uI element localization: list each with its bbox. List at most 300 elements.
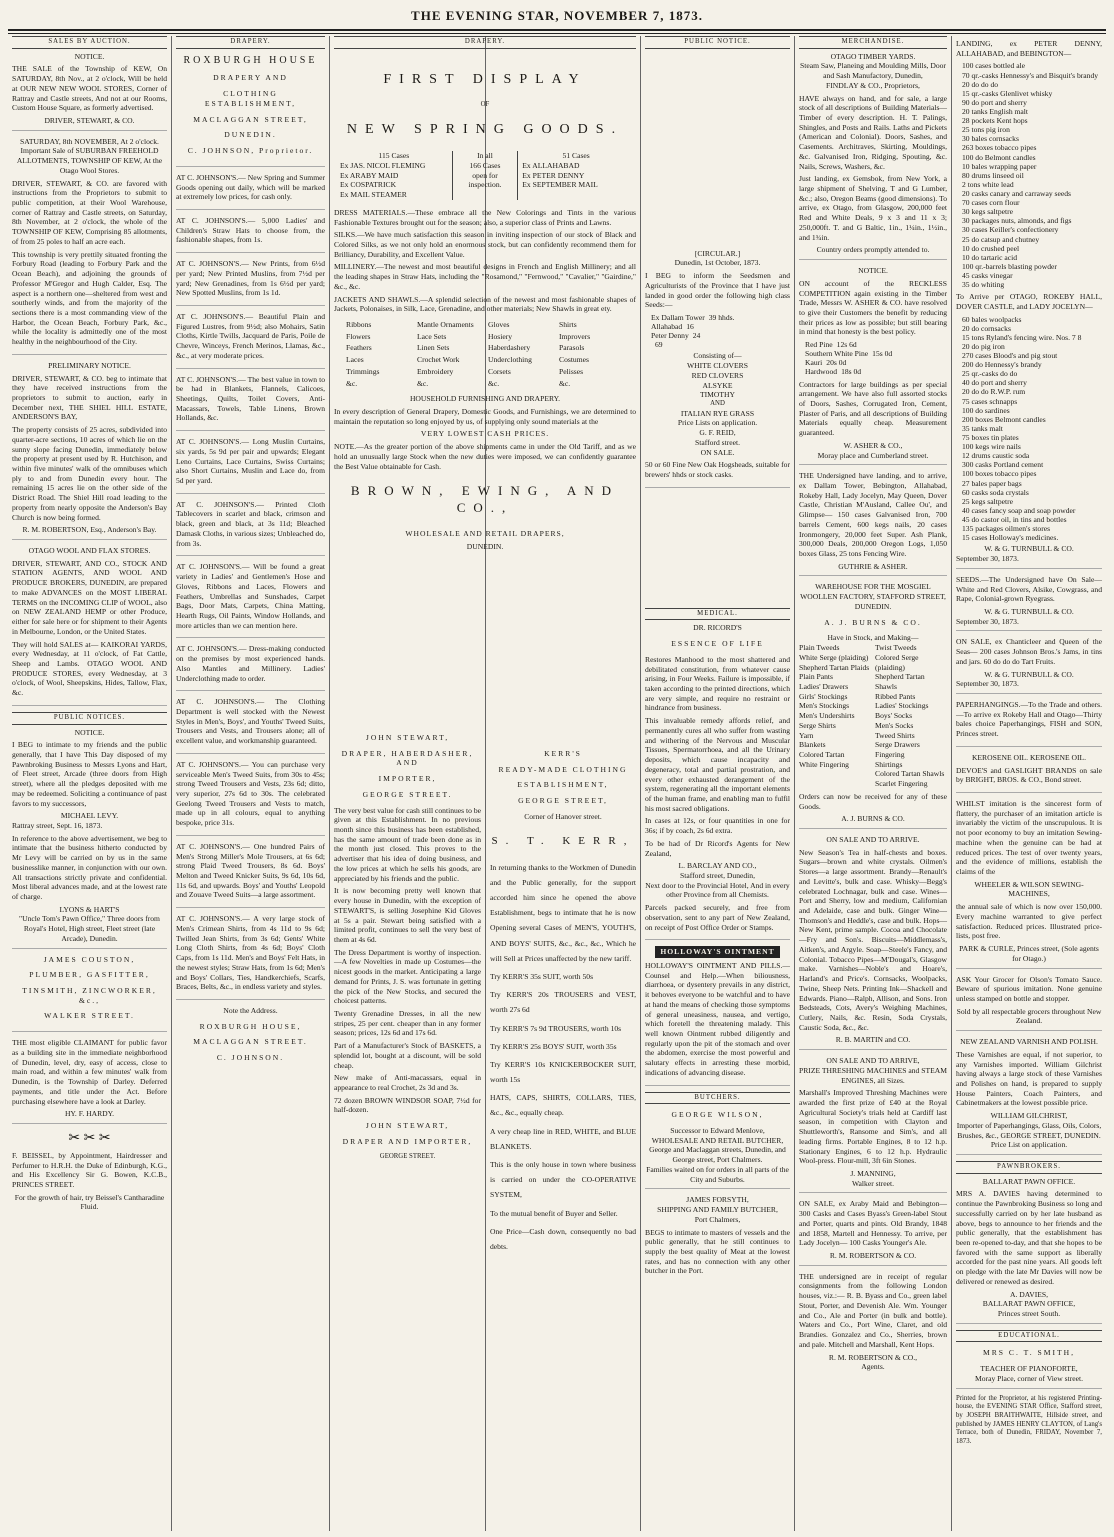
advert-signature: MICHAEL LEVY. — [60, 811, 119, 821]
masthead: THE EVENING STAR, NOVEMBER 7, 1873. — [411, 8, 703, 23]
advert-paragraph: JACKETS AND SHAWLS.—A splendid selection of the newest and most fashionable shapes of Jackets, Polonaises, in Silk, Lace, Grenadine, and other materials; New Shawls in great ety. — [334, 294, 636, 314]
advert — [956, 700, 1102, 747]
advert-signature: G. F. REID, — [699, 428, 736, 438]
advert-paragraph: SILKS.—We have much satisfaction this season in inviting inspection of our stock of Black and Colored Silks, as we not only hold an enormous stock, but can confidently recommend them for Brilliancy, Durability, and Excellent Value. — [334, 230, 636, 259]
advert-signature: J. MANNING, — [850, 1169, 896, 1178]
advert-body: AT C. JOHNSON'S.— One hundred Pairs of Men's Strong Miller's Mole Trousers, at 6s 6d; strong Plaid Tweed Trousers, 8s 6d. Boys' Melton and Tweed Knicker Suits, 9s 6d, 10s 6d, 11s 6d, and upwards. Boys' and Youths' Leopold and Zouave Tweed Suits—a large assortment. — [176, 841, 325, 900]
advert — [176, 644, 325, 691]
advert-body: In reference to the above advertisement, we beg to intimate that the business hitherto conducted by Mr Levy will be carried on by us in the same businesslike manner, in conjunction with our own. All transactions strictly private and confidential. Most liberal advances made, and at the lowest rate of charge. — [12, 833, 167, 901]
price-line: Try KERR'S 35s SUIT, worth 50s — [490, 971, 594, 981]
advert-line: PRIZE THRESHING MACHINES and STEAM ENGINES, all Sizes. — [799, 1065, 947, 1085]
advert-body: AT C. JOHNSON'S.— The Clothing Department is well stocked with the Newest Styles in Men's, Boys', and Youths' Tweed Suits, Trousers and Vests, and Trousers alone; all of excellent value, and workmanship guaranteed. — [176, 697, 325, 746]
advert — [176, 375, 325, 432]
advert-title: ON SALE AND TO ARRIVE. — [826, 835, 920, 844]
goods-item: Men's Socks — [875, 720, 914, 730]
seed-ship: Allahabad — [651, 322, 683, 332]
advert — [799, 1272, 947, 1372]
advert-title: JOHN STEWART, — [365, 733, 450, 742]
advert-paragraph: New make of Anti-macassars, equal in appearance to real Crochet, 2s 3d and 3s. — [334, 1073, 481, 1092]
goods-item: Yarn — [799, 730, 814, 740]
section-heading: MERCHANDISE. — [799, 36, 947, 49]
goods-item: Embroidery — [417, 366, 454, 376]
goods-item: 100 kegs wire nails — [962, 442, 1021, 452]
advert-body: PAPERHANGINGS.—To the Trade and others.—To arrive ex Rokeby Hall and Otago—Thirty bales choice Paperhangings, FISH and SON, Princes street. — [956, 699, 1102, 739]
advert-line: Note the Address. — [223, 1005, 278, 1015]
advert-body: MRS A. DAVIES having determined to continue the Pawnbroking Business so long and successfully carried on by her late husband as above, begs to announce to her friends and the public generally, that the establishment has been re-opened to-day, and that she hopes to be favored with the same support as liberally accorded for the past nine years. All goods left on pledge with the late Mr Davies will now be delivered or renewed as desired. — [956, 1189, 1102, 1286]
advert-line: ROXBURGH HOUSE, — [199, 1021, 302, 1031]
goods-item: &c. — [488, 378, 500, 388]
advert-body: THE Undersigned have landing, and to arrive, ex Dallam Tower, Bebington, Allahabad, Rokeby Hall, Lady Jocelyn, May Queen, Dover Castle, Christian M'Ausland, Callee Ou', and Glimpse— 150 cases Galvanised Iron, 700 barrels Cement, 600 kegs nails, 20 cases Ironmongery, 20,000 feet Super. Ash Plank, 300,000 Deals, 200,000 Oregon Logs, 1,050 boxes Glass, 25 tons Fencing Wire. — [799, 471, 947, 559]
advert-body: They will hold SALES at— KAIKORAI YARDS, every Wednesday, at 11 o'clock, of Fat Cattle, Sheep and Lambs. OTAGO WOOL AND PRODUCE STORES, every Wednesday, at 3 o'clock, of Wool, Sheepskins, Hides, Tallow, Flax, &c. — [12, 639, 167, 698]
goods-item: White Serge (plaiding) — [799, 652, 869, 662]
advert-title: OTAGO WOOL AND FLAX STORES. — [28, 546, 151, 556]
goods-item: 45 do castor oil, in tins and bottles — [962, 515, 1067, 525]
section-heading: PAWNBROKERS. — [956, 1161, 1102, 1174]
advert-signature: C. JOHNSON. — [216, 1053, 285, 1063]
goods-item: 2 tons white lead — [962, 179, 1014, 189]
price-value: 20s 0d — [826, 358, 847, 368]
goods-item: Colored Serge (plaiding) — [875, 652, 919, 672]
advert-line: GEORGE STREET. — [379, 1152, 436, 1160]
advert — [645, 623, 790, 940]
section-heading: DRAPERY. — [334, 36, 636, 49]
goods-item: 27 bales paper bags — [962, 478, 1022, 488]
cases-ship: Ex ARABY MAID — [340, 170, 399, 180]
advert-paragraph: A very cheap line in RED, WHITE, and BLUE BLANKETS. — [490, 1126, 636, 1151]
advert — [799, 266, 947, 465]
advert-line: Country orders promptly attended to. — [816, 245, 930, 255]
advert-body: ON account of the RECKLESS COMPETITION again existing in the Timber Trade, Messrs W. ASHER & CO. have resolved to give their Customers the benefit by reducing their prices as low as possible; but still bearing in mind that honesty is the best policy. — [799, 278, 947, 337]
advert-title: PRELIMINARY NOTICE. — [48, 360, 131, 370]
advert — [645, 249, 790, 488]
goods-item: Plain Tweeds — [799, 643, 840, 653]
seed-ship: Peter Denny — [651, 331, 689, 341]
price-item: Red Pine — [805, 340, 833, 350]
price-item: Hardwood — [805, 367, 838, 377]
advert-signature: GUTHRIE & ASHER. — [838, 561, 908, 571]
advert-line: Price Lists on application. — [677, 418, 758, 428]
goods-item: 100 boxes tobacco pipes — [962, 469, 1037, 479]
advert-body: DRIVER, STEWART, & CO. are favored with instructions from the Proprietors to submit to public competition, at their Wool Warehouse, corner of Rattray and Castle streets, on Saturday, 8th November, at 2 o'clock, the whole of the TOWNSHIP OF KEW, Comprising 85 allotments, of from 25 poles to half an acre each. — [12, 178, 167, 246]
advert-title: WAREHOUSE FOR THE MOSGIEL WOOLLEN FACTORY, STAFFORD STREET, DUNEDIN. — [800, 582, 946, 611]
advert — [645, 946, 790, 1085]
goods-item: 40 do port and sherry — [962, 378, 1027, 388]
advert-line: MACLAGGAN STREET, — [193, 114, 308, 124]
goods-list — [799, 643, 947, 789]
seed-name: AND — [710, 400, 725, 408]
advert — [956, 1037, 1102, 1155]
advert-title: KEROSENE OIL. KEROSENE OIL. — [971, 752, 1087, 762]
advert-firm-name: S. T. KERR, — [491, 834, 635, 847]
advert-signature: C. JOHNSON, Proprietor. — [187, 146, 314, 156]
goods-item: Underclothing — [488, 355, 532, 365]
advert-line: MACLAGGAN STREET. — [193, 1037, 308, 1047]
goods-item: Shepherd Tartan Shawls — [875, 672, 925, 691]
advert-paragraph: DRESS MATERIALS.—These embrace all the New Colorings and Tints in the various Fashionable Textures brought out for the season; also, a superior class of Prints and Lawns. — [334, 207, 636, 227]
advert — [176, 259, 325, 306]
advert-title: ON SALE AND TO ARRIVE, — [826, 1056, 920, 1066]
advert — [956, 637, 1102, 694]
advert-body: AT C. JOHNSON'S.— A very large stock of Men's Crimean Shirts, from 4s 11d to 9s 6d; Twilled Jean Shirts, from 3s 6d; Gents' White Long Cloth Shirts, from 4s 6d; Boys' Cloth Caps, from 1s 11d. Men's and Boys' Felt Hats, in the newest styles; Straw Hats, from 1s 6d; Men's and Boys' Collars, Ties, Handkerchiefs, Scarfs, Braces, Belts, &c., in endless variety and styles. — [176, 914, 325, 992]
goods-item: Shirtings — [875, 759, 903, 769]
advert-body: Orders can now be received for any of these Goods. — [799, 791, 947, 811]
goods-item: 100 do Belmont candles — [962, 152, 1036, 162]
advert — [176, 312, 325, 369]
goods-item: 263 boxes tobacco pipes — [962, 143, 1037, 153]
advert-body: AT C. JOHNSON'S.— You can purchase very serviceable Men's Tweed Suits, from 30s to 45s; strong Tweed Trousers and Vests, 23s 6d; ditto, very superior, 27s 6d to 30s. The celebrated Geelong Tweed Trousers and Vests to match, made up in all colours, equal to anything bespoke, price 31s. — [176, 759, 325, 828]
goods-item: Trimmings — [346, 366, 380, 376]
goods-item: Improvers — [559, 331, 591, 341]
section-heading: SALES BY AUCTION. — [12, 36, 167, 49]
advert-signature: LYONS & HART'S — [59, 904, 120, 914]
advert-address: Stafford street, Dunedin, — [680, 870, 755, 880]
advert-line: GEORGE STREET. — [362, 789, 453, 799]
advert-line: Corner of Hanover street. — [524, 811, 602, 821]
price-table — [799, 340, 947, 376]
goods-item: Colored Tartan Shawls — [875, 769, 945, 779]
goods-item: 40 cases fancy soap and soap powder — [962, 505, 1076, 515]
advert-firm-name: BROWN, EWING, AND CO., — [350, 483, 620, 515]
advert-line: SHIPPING AND FAMILY BUTCHER, — [657, 1205, 778, 1215]
advert-line: Price List on application. — [990, 1140, 1068, 1150]
advert-paragraph: Twenty Grenadine Dresses, in all the new stripes, 25 per cent. cheaper than in any former season; prices, 12s 6d and 17s 6d. — [334, 1008, 481, 1038]
advert-body: The property consists of 25 acres, subdivided into quarter-acre sections, 10 acres of which lie on the sunny slope facing Dunedin, immediately below the property at present used by R. Hutchison, and within five minutes' walk of the omnibuses which ply to and from Dunedin every hour. The remaining 15 acres lie on the other side of the District Road. The Shiel Hill road leading to the property from nearly opposite the Anderson's Bay Church is now being formed. — [12, 425, 167, 522]
seed-name: TIMOTHY — [699, 390, 735, 400]
advert-address: Moray Place, corner of View street. — [975, 1373, 1083, 1383]
advert-body: AT C. JOHNSON'S.— Long Muslin Curtains, six yards, 5s 9d per pair and upwards; Elegant Leno Curtains, Lace Curtains, Swiss Curtains; also Short Curtains, Muslin and Lace do, from 5d per yard. — [176, 437, 325, 486]
advert-address: Princes street South. — [997, 1309, 1061, 1319]
column-drapery-brown-ewing — [330, 36, 640, 721]
advert-line: Agents. — [861, 1362, 885, 1372]
goods-item: Tweed Shirts — [875, 730, 915, 740]
goods-item: 70 cases corn flour — [962, 198, 1020, 208]
advert-body: Contractors for large buildings as per special arrangement. We have also full assorted stocks of Doors, Sashes, Corrugated Iron, Cement, Plaster of Paris, and all descriptions of Building Materials equally cheap. Measurement guaranteed. — [799, 379, 947, 438]
column-drapery-johnson — [172, 36, 329, 1531]
goods-item: 30 kegs saltpetre — [962, 207, 1014, 217]
advert-title: ESSENCE OF LIFE — [671, 639, 764, 649]
goods-item: Colored Tartan — [799, 749, 845, 759]
advert-body: HOLLOWAY'S OINTMENT AND PILLS.—Counsel and Help.—When biliousness, diarrhoea, or dysentery prevails in any district, it behoves everyone to be watchful and to have at hand the means of checking those symptoms of general uneasiness, nausea, and vertigo, which foretell the threatening malady. This well known Ointment rubbed diligently and regularly upon the pit of the stomach and over the abdomen, exercise the most powerful and salutary effects in arresting these morbid, indications of advancing disease. — [645, 961, 790, 1077]
advert — [176, 173, 325, 210]
goods-item: Haberdashery — [488, 343, 531, 353]
goods-item: 200 do Hennessy's brandy — [962, 360, 1042, 370]
advert-title: JAMES COUSTON, — [43, 954, 136, 964]
advert-address: Next door to the Provincial Hotel, And in every other Province from all Chemists. — [645, 880, 790, 900]
goods-item: Lace Sets — [417, 331, 447, 341]
advert-subhead: VERY LOWEST CASH PRICES. — [420, 429, 550, 439]
cases-count: 51 Cases — [562, 151, 590, 161]
advert — [12, 361, 167, 540]
goods-item: 45 casks vinegar — [962, 270, 1013, 280]
advert-body: AT C. JOHNSON'S.— Printed Cloth Tablecovers in scarlet and black, crimson and black, green and black, at 3s 11d; Bleached Damask Cloths, in various sizes; Unbleached do, from 3s. — [176, 499, 325, 548]
goods-list — [956, 61, 1102, 289]
advert-title: ON SALE. — [700, 447, 735, 457]
advert — [799, 1056, 947, 1193]
goods-item: 28 pockets Kent hops — [962, 116, 1028, 126]
advert-line: BALLARAT PAWN OFFICE, — [982, 1299, 1076, 1309]
advert-body: These Varnishes are equal, if not superior, to any Varnishes imported. William Gilchrist having always a large stock of these Varnishes and Polishes on hand, is prepared to supply House Painters, Coach Painters, and Cabinetmakers at the lowest possible price. — [956, 1049, 1102, 1108]
advert — [799, 1199, 947, 1265]
advert-body: This invaluable remedy affords relief, and permanently cures all who suffer from wasting and withering of the Nervous and Muscular Tissues, Spermatorrhoea, and all the Urinary deposits, which cause incapacity and degeneracy, total and partial prostration, and every other exhausted derangement of the system, regenerating all the important elements of the human frame, and enabling man to fulfil his most sacred obligations. — [645, 716, 790, 813]
advert-body: the annual sale of which is now over 150,000. Every machine warranted to give perfect satisfaction. Reduced prices. Illustrated price-lists, post free. — [956, 902, 1102, 941]
price-value: 12s 6d — [836, 340, 857, 350]
goods-item: 25 tons pig iron — [962, 125, 1010, 135]
goods-item: Gloves — [488, 319, 510, 329]
goods-item: 12 drums caustic soda — [962, 451, 1030, 461]
advert — [645, 1110, 790, 1189]
advert-signature: DRIVER, STEWART, & CO. — [44, 116, 135, 125]
cases-ship: Ex MAIL STEAMER — [340, 190, 407, 200]
goods-item: 60 casks soda crystals — [962, 487, 1029, 497]
advert-paragraph: To the mutual benefit of Buyer and Seller. — [490, 1208, 618, 1218]
advert-address: Moray place and Cumberland street. — [817, 450, 929, 460]
advert — [12, 728, 167, 949]
advert-line: Families waited on for orders in all parts of the City and Suburbs. — [646, 1164, 789, 1184]
ointment-banner: HOLLOWAY'S OINTMENT — [655, 946, 779, 958]
advert-signature: W. & G. TURNBULL & CO. — [984, 606, 1074, 616]
column-merchandise — [795, 36, 951, 1531]
goods-item: White Fingering — [799, 759, 849, 769]
advert — [12, 955, 167, 1033]
goods-item: 100 qr.-barrels blasting powder — [962, 261, 1057, 271]
advert — [956, 575, 1102, 632]
advert — [12, 1038, 167, 1124]
advert — [176, 760, 325, 836]
display-headline: NEW SPRING GOODS. — [346, 122, 624, 138]
goods-item: 10 bales wrapping paper — [962, 161, 1037, 171]
price-item: Kauri — [805, 358, 823, 368]
advert — [176, 697, 325, 754]
seed-name: RED CLOVERS — [691, 370, 744, 380]
goods-item: Hosiery — [488, 331, 513, 341]
display-title: FIRST DISPLAY — [383, 71, 587, 87]
advert-signature: A. J. BURNS & CO. — [841, 814, 905, 824]
goods-item: 35 do whiting — [962, 280, 1005, 290]
advert-title: To Arrive per OTAGO, ROKEBY HALL, DOVER CASTLE, and LADY JOCELYN— — [956, 292, 1102, 311]
advert-body: DRIVER, STEWART, AND CO., STOCK AND STATION AGENTS, AND WOOL AND PRODUCE BROKERS, DUNEDIN, are prepared to make ADVANCES on the MOST LIBERAL TERMS on the INCOMING CLIP of WOOL, also on NEW ZEALAND HEMP or other Produce, either for sale here or for shipment to their Agents in Melbourne, London, or the United States. — [12, 558, 167, 636]
advert-title: KERR'S — [544, 749, 582, 758]
goods-item: 20 do pig iron — [962, 341, 1005, 351]
advert-line: TINSMITH, ZINCWORKER, &c., — [22, 986, 157, 1005]
advert-title: NOTICE. — [858, 266, 888, 276]
goods-item: Parasols — [559, 343, 585, 353]
goods-item: Serge Drawers — [875, 740, 920, 750]
masthead-rule — [8, 29, 1106, 34]
goods-item: Ribbons — [346, 319, 372, 329]
advert-line: DUNEDIN. — [466, 542, 504, 552]
advert-body: In cases at 12s, or four quantities in one for 36s; if by coach, 2s 6d extra. — [645, 816, 790, 836]
advert — [176, 914, 325, 1000]
advert-paragraph: The very best value for cash still continues to be given at this Establishment. In no previous month since this business has been established, has the same amount of trade been done as in the month just closed. This proves to the advertiser that his idea of doing business, and the low prices at which he sells his goods, are appreciated by his friends and the public. — [334, 805, 481, 883]
advert-signature: W. & G. TURNBULL & CO. — [984, 669, 1074, 679]
goods-item: 10 do tartaric acid — [962, 252, 1018, 262]
advert-signature: HY. F. HARDY. — [64, 1109, 115, 1119]
cases-ship: Ex ALLAHABAD — [522, 160, 580, 170]
advert-body: 50 or 60 Fine New Oak Hogsheads, suitable for brewers' hhds or stock casks. — [645, 460, 790, 480]
advert-title: DR. RICORD'S — [693, 623, 742, 633]
column-kerr — [486, 725, 640, 1531]
advert-line: WHOLESALE AND RETAIL BUTCHER, — [651, 1135, 784, 1145]
advert-line: Sold by all respectable grocers throughout New Zealand. — [956, 1006, 1102, 1026]
advert-line: GEORGE STREET, — [518, 796, 608, 806]
advert-signature: R. M. ROBERTSON & CO. — [829, 1251, 917, 1261]
goods-item: 10 do crushed peel — [962, 243, 1020, 253]
advert-paragraph: It is now becoming pretty well known that every house in Dunedin, with the exception of STEWART'S, is selling Josephine Kid Gloves at 5s a pair. Stewart being satisfied with a limited profit, continues to sell the very best of them at 4s 6d. — [334, 886, 481, 944]
goods-item: 30 bales cornsacks — [962, 134, 1019, 144]
advert-body: THE undersigned are in receipt of regular consignments from the following London houses, viz.:— R. B. Byass and Co., green label Stout, Porter, and Devenish Ale. Wm. Younger and Co., Ale and Porter (in bulk and bottle). Waters and Co., Port Wine, Claret, and old Brandies. Gonzalez and Co., Sherries, brown and pale. Mitchell and Marshall, Kent Hops. — [799, 1271, 947, 1349]
advert-paragraph: One Price—Cash down, consequently no bad debts. — [490, 1226, 636, 1251]
price-line: Try KERR'S 25s BOYS' SUIT, worth 35s — [490, 1041, 617, 1051]
section-heading: EDUCATIONAL. — [956, 1330, 1102, 1343]
price-item: Southern White Pine — [805, 349, 869, 359]
advert-body: SEEDS.—The Undersigned have On Sale— White and Red Clovers, Alsike, Cowgrass, and Rape, Colonial-grown Ryegrass. — [956, 574, 1102, 604]
advert-body: AT C. JOHNSON'S.— New Spring and Summer Goods opening out daily, which will be marked at extremely low prices, for cash only. — [176, 172, 325, 202]
advert — [176, 216, 325, 253]
goods-item: Girls' Stockings — [799, 691, 848, 701]
advert-body: DRIVER, STEWART, & CO. beg to intimate that they have received instructions from the proprietors to submit to auction, early in December next, THE SHIEL HILL ESTATE, ANDERSON'S BAY, — [12, 373, 167, 422]
advert-body: Restores Manhood to the most shattered and debilitated constitution, from whatever cause arising, in Four Weeks. Failure is impossible, if taken according to the printed directions, which are very simple, and require no restraint or hindrance from business. — [645, 654, 790, 713]
advert-date: September 30, 1873. — [956, 554, 1019, 564]
advert-paragraph: In returning thanks to the Workmen of Dunedin and the Public generally, for the support accorded him since he opened the above Establishment, begs to intimate that he is now Opening several Cases of MEN'S, YOUTH'S, AND BOYS' SUITS, &c., &c., &c., Which he will Sell at Prices unaffected by the new tariff. — [490, 862, 636, 963]
advert-title: JAMES FORSYTH, — [686, 1195, 749, 1205]
cases-ship: Ex SEPTEMBER MAIL — [522, 180, 598, 190]
advert-body: AT C. JOHNSON'S.— 5,000 Ladies' and Children's Straw Hats to choose from, the fashionable shapes, from 1s. — [176, 215, 325, 245]
goods-item: 60 bales woolpacks — [962, 314, 1022, 324]
advert — [12, 52, 167, 131]
cases-total: 166 Cases — [469, 160, 501, 170]
advert-line: ESTABLISHMENT, — [517, 780, 609, 790]
goods-item: Laces — [346, 355, 364, 365]
advert-firm-name: A. J. BURNS & CO. — [824, 617, 922, 627]
cases-ship: Ex JAS. NICOL FLEMING — [340, 160, 426, 170]
advert-date: Dunedin, 1st October, 1873. — [674, 258, 761, 268]
goods-item: 25 kegs saltpetre — [962, 496, 1014, 506]
advert — [799, 471, 947, 576]
seed-name: ITALIAN RYE GRASS — [680, 408, 755, 418]
goods-item: 75 cases schnapps — [962, 396, 1018, 406]
price-line: Try KERR'S 10s KNICKERBOCKER SUIT, worth 15s — [490, 1059, 636, 1085]
advert-title: BALLARAT PAWN OFFICE. — [982, 1176, 1076, 1186]
advert-title: GEORGE WILSON, — [671, 1110, 764, 1120]
goods-item: Flowers — [346, 331, 371, 341]
goods-item: Men's Stockings — [799, 701, 850, 711]
advert-line: Port Chalmers, — [694, 1214, 741, 1224]
goods-item: 80 drums linseed oil — [962, 170, 1024, 180]
advert-body: I BEG to intimate to my friends and the public generally, that I have This Day disposed of my Pawnbroking Business to Messrs Lyons and Hart, of Fleet street, Arcade (three doors from High street), where all the pledges deposited with me may be redeemed. Soliciting a continuance of past favors to my successors, — [12, 740, 167, 808]
goods-item: 70 qr.-casks Hennessy's and Bisquit's brandy — [962, 70, 1099, 80]
goods-item: Boys' Socks — [875, 711, 913, 721]
advert — [12, 137, 167, 355]
goods-item: 20 do do R.W.P. rum — [962, 387, 1026, 397]
advert — [956, 975, 1102, 1032]
cases-total: open for — [472, 170, 498, 180]
advert-paragraph: In every description of General Drapery, Domestic Goods, and Furnishings, we are determined to maintain the reputation so long enjoyed by us, of supplying only sound materials at the — [334, 407, 636, 426]
advert — [956, 1177, 1102, 1324]
advert-line: George and Maclaggan streets, Dunedin, and George street, Port Chalmers. — [649, 1145, 786, 1165]
advert-paragraph: The Dress Department is worthy of inspection.—A few Novelties in made up Costumes—the nicest goods in the market. Anticipating a large demand for Prints, J. S. was fortunate in getting the pick of the New Stocks, and secured the choicest patterns. — [334, 947, 481, 1006]
advert — [799, 52, 947, 260]
advert-body: Marshall's Improved Threshing Machines were awarded the first prize of £40 at the Royal Agricultural Society's trials held at Cardiff last season, in competition with Clayton and Shuttleworth's, Ransome and Sim's, and all leading firms. Portable Engines, 8 to 12 h.p. Stationary Engines, 6 to 12 h.p. Hydraulic Wool-press. Flour-mill, 3ft 6in Stones. — [799, 1088, 947, 1166]
display-of: OF — [480, 100, 490, 108]
section-heading: MEDICAL. — [645, 608, 790, 621]
goods-item: Ladies' Drawers — [799, 681, 849, 691]
goods-item: Scarlet Fingering — [875, 779, 928, 789]
goods-item: 20 do do do — [962, 79, 999, 89]
advert-title: [CIRCULAR.] — [694, 248, 741, 258]
price-line: Try KERR'S 7s 9d TROUSERS, worth 10s — [490, 1023, 622, 1033]
advert-title: WHEELER & WILSON SEWING-MACHINES, — [974, 879, 1084, 899]
cases-table — [340, 151, 630, 200]
advert-line: CLOTHING ESTABLISHMENT, — [204, 89, 297, 108]
advert-line: DRAPER AND IMPORTER, — [342, 1136, 473, 1146]
cases-ship: Ex COSPATRICK — [340, 180, 397, 190]
advert — [956, 753, 1102, 793]
goods-item: 30 cases Keiller's confectionery — [962, 225, 1059, 235]
advert-signature: R. M. ROBERTSON, Esq., Anderson's Bay. — [22, 525, 157, 535]
goods-item: &c. — [559, 378, 571, 388]
seed-table — [645, 313, 790, 349]
goods-item: 20 do cornsacks — [962, 323, 1011, 333]
column-merchandise-2 — [952, 36, 1106, 1531]
advert-line: Consisting of— — [693, 351, 742, 361]
advert-address: Walker street. — [852, 1178, 894, 1188]
goods-item: Feathers — [346, 343, 372, 353]
column-public-notice — [641, 36, 794, 1531]
goods-item: 20 tanks English malt — [962, 106, 1029, 116]
advert-date: September 30, 1873. — [956, 616, 1019, 626]
section-heading: DRAPERY. — [176, 36, 325, 49]
advert-signature: R. B. MARTIN and CO. — [835, 1035, 911, 1045]
advert-paragraph: 72 dozen BROWN WINDSOR SOAP, 7½d for half-dozen. — [334, 1095, 481, 1115]
goods-item: Men's Undershirts — [799, 711, 855, 721]
advert-signature: PARK & CURLE, Princes street, (Sole agents for Otago.) — [959, 944, 1099, 963]
advert — [956, 799, 1102, 969]
cases-total: inspection. — [468, 180, 502, 190]
advert-signature: W. & G. TURNBULL & CO. — [984, 544, 1074, 554]
advert-line: PLUMBER, GASFITTER, — [29, 970, 150, 980]
advert — [799, 582, 947, 829]
advert-line: FINDLAY & CO., Proprietors, — [826, 80, 920, 90]
advert-body: ON SALE, ex Chanticleer and Queen of the Seas— 200 cases Johnson Bros.'s Jams, in tins and jars. 60 do do do Tart Fruits. — [956, 637, 1102, 666]
advert-title: OTAGO TIMBER YARDS. — [830, 51, 916, 61]
advert-body: AT C. JOHNSON'S.— Will be found a great variety in Ladies' and Gentlemen's Hose and Gloves, Ribbons and Laces, Flowers and Feathers, Umbrellas and Sunshades, Carpet Bags, Door Mats, Carpets, China Matting, Hearth Rugs, Oil Paints, Window Hollands, and more articles than we can mention here. — [176, 562, 325, 630]
advert-body: Parcels packed securely, and free from observation, sent to any part of New Zealand, on receipt of Post Office Order or Stamps. — [645, 903, 790, 932]
advert-paragraph: This is the only house in town where business is carried on under the CO-OPERATIVE SYSTEM, — [490, 1160, 636, 1200]
goods-item: Shepherd Tartan Plaids — [799, 662, 870, 672]
section-heading: PUBLIC NOTICE. — [645, 36, 790, 49]
goods-item: 35 tanks malt — [962, 423, 1003, 433]
goods-item: Costumes — [559, 355, 589, 365]
goods-item: Plain Pants — [799, 672, 833, 682]
advert — [956, 39, 1102, 569]
advert-paragraph: NOTE.—As the greater portion of the above shipments came in under the Old Tariff, and as we hold an unusually large Stock when the new duties were imposed, we can confidently guarantee the Best Value obtainable for Cash. — [334, 442, 636, 471]
goods-item: 15 qr.-casks Glenlivet whisky — [962, 88, 1053, 98]
goods-item: Ladies' Stockings — [875, 701, 929, 711]
cases-count: 115 Cases — [378, 151, 410, 161]
seed-ship: Ex Dallam Tower — [651, 313, 705, 322]
goods-item: Corsets — [488, 366, 511, 376]
goods-grid — [346, 320, 624, 388]
advert-line: WALKER STREET. — [44, 1011, 135, 1021]
advert-title: NOTICE. — [74, 51, 105, 61]
advert — [176, 1006, 325, 1063]
goods-item: Pelisses — [559, 366, 584, 376]
goods-item: 100 do sardines — [962, 405, 1010, 415]
seed-name: WHITE CLOVERS — [687, 361, 748, 371]
advert-signature: WILLIAM GILCHRIST, — [990, 1111, 1068, 1121]
advert-signature: L. BARCLAY AND CO., — [678, 861, 757, 871]
goods-item: Ribbed Pants — [875, 691, 916, 701]
